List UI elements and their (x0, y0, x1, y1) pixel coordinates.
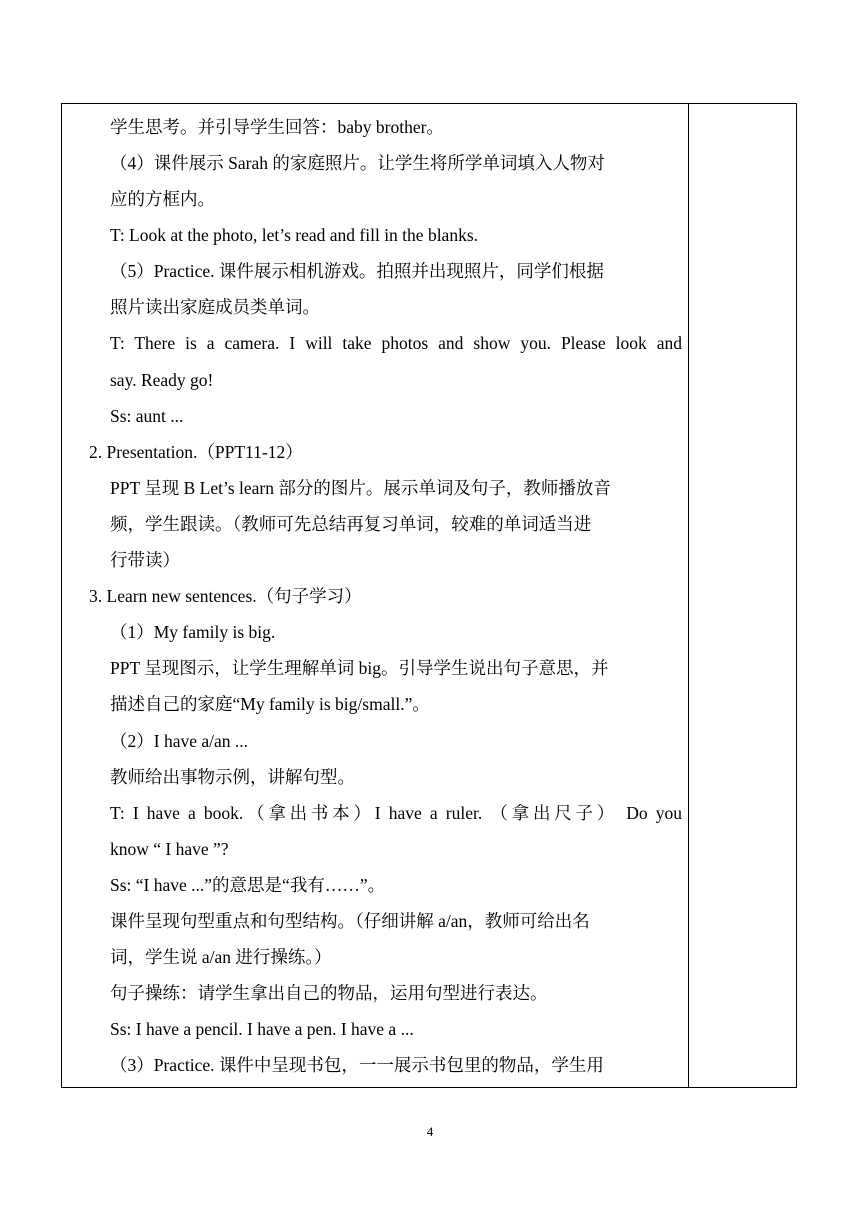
content-line: PPT 呈现图示，让学生理解单词 big。引导学生说出句子意思，并 (110, 658, 609, 678)
content-line: 句子操练：请学生拿出自己的物品，运用句型进行表达。 (110, 983, 548, 1003)
content-line: know “ I have ”? (110, 839, 229, 859)
page-number: 4 (426, 1124, 434, 1139)
content-line: 行带读） (110, 550, 180, 570)
content-line: 描述自己的家庭“My family is big/small.”。 (110, 694, 430, 714)
content-line: Ss: I have a pencil. I have a pen. I have a ... (110, 1019, 414, 1039)
content-line: 频，学生跟读。（教师可先总结再复习单词，较难的单词适当进 (110, 514, 592, 534)
content-line: （2）I have a/an ... (110, 731, 249, 751)
content-line: say. Ready go! (110, 370, 214, 390)
content-line: T: Look at the photo, let’s read and fill in the blanks. (110, 225, 479, 245)
content-line: Ss: aunt ... (110, 406, 184, 426)
content-line: T: There is a camera. I will take photos and show you. Please look and (110, 333, 682, 353)
content-line: T: I have a book.（拿出书本）I have a ruler. （拿出尺子） Do you (110, 803, 682, 823)
content-line: 课件呈现句型重点和句型结构。（仔细讲解 a/an，教师可给出名 (110, 911, 590, 931)
content-line: （4）课件展示 Sarah 的家庭照片。让学生将所学单词填入人物对 (110, 153, 605, 173)
content-line: 照片读出家庭成员类单词。 (110, 297, 320, 317)
content-line: （5）Practice. 课件展示相机游戏。拍照并出现照片，同学们根据 (110, 261, 604, 281)
content-line: （3）Practice. 课件中呈现书包，一一展示书包里的物品，学生用 (110, 1055, 604, 1075)
content-line: 应的方框内。 (110, 189, 215, 209)
section-heading: 2. Presentation.（PPT11-12） (89, 442, 303, 462)
section-heading: 3. Learn new sentences.（句子学习） (89, 586, 362, 606)
content-line: （1）My family is big. (110, 622, 276, 642)
content-line: 学生思考。并引导学生回答：baby brother。 (110, 117, 444, 137)
content-line: 词，学生说 a/an 进行操练。） (110, 947, 332, 967)
content-line: 教师给出事物示例，讲解句型。 (110, 767, 355, 787)
content-line: Ss: “I have ...”的意思是“我有……”。 (110, 875, 386, 895)
content-line: PPT 呈现 B Let’s learn 部分的图片。展示单词及句子，教师播放音 (110, 478, 611, 498)
